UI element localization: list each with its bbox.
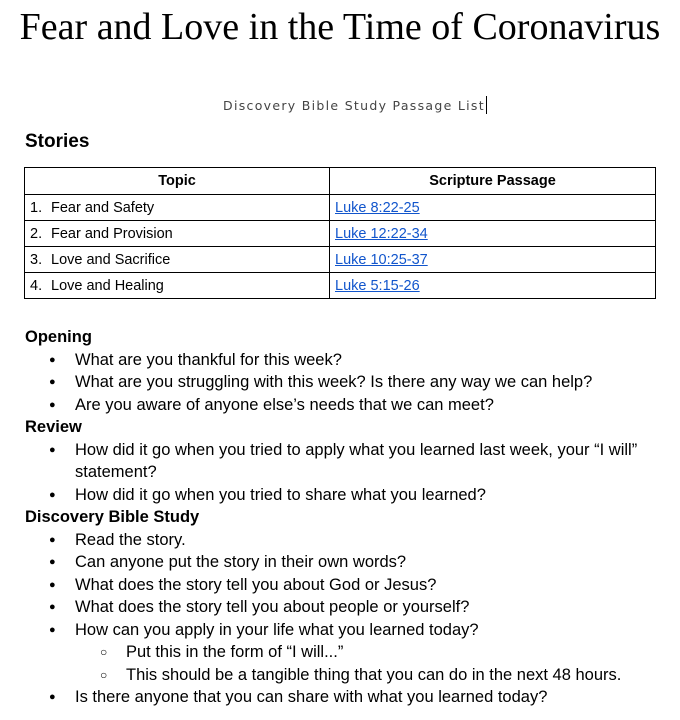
passage-table bbox=[24, 167, 656, 299]
opening-heading: Opening bbox=[25, 328, 92, 346]
subtitle-text: Discovery Bible Study Passage List bbox=[223, 98, 485, 113]
topic-text: Fear and Provision bbox=[51, 225, 173, 242]
passage-link[interactable]: Luke 12:22-34 bbox=[335, 225, 428, 242]
review-heading: Review bbox=[25, 418, 82, 436]
text-cursor bbox=[486, 96, 487, 114]
table-row bbox=[25, 273, 656, 299]
passage-cell bbox=[330, 195, 656, 221]
list-item: ● What does the story tell you about people or yourself? bbox=[25, 596, 660, 619]
list-item-text: How can you apply in your life what you learned today? bbox=[75, 620, 479, 639]
dbs-sub-list bbox=[75, 641, 660, 686]
topic-text: Fear and Safety bbox=[51, 199, 155, 216]
topic-number: 1. bbox=[30, 199, 43, 216]
table-row bbox=[25, 221, 656, 247]
topic-cell bbox=[25, 273, 330, 299]
passage-cell bbox=[330, 273, 656, 299]
column-header-passage: Scripture Passage bbox=[330, 168, 656, 195]
opening-list bbox=[25, 349, 665, 417]
topic-cell bbox=[25, 247, 330, 273]
list-item bbox=[25, 619, 660, 687]
sub-list-item: ○ Put this in the form of “I will...” bbox=[75, 641, 660, 664]
stories-heading: Stories bbox=[25, 131, 90, 152]
list-item: ● Read the story. bbox=[25, 529, 660, 552]
topic-number: 2. bbox=[30, 225, 43, 242]
passage-cell bbox=[330, 221, 656, 247]
topic-number: 3. bbox=[30, 251, 43, 268]
topic-text: Love and Sacrifice bbox=[51, 251, 171, 268]
column-header-topic: Topic bbox=[25, 168, 330, 195]
passage-link[interactable]: Luke 5:15-26 bbox=[335, 277, 420, 294]
list-item: ● What does the story tell you about God or Jesus? bbox=[25, 574, 660, 597]
dbs-heading: Discovery Bible Study bbox=[25, 508, 200, 526]
table-row bbox=[25, 195, 656, 221]
list-item: ● What are you struggling with this week? Is there any way we can help? bbox=[25, 371, 660, 394]
study-guide bbox=[25, 326, 665, 709]
table-header-row bbox=[25, 168, 656, 195]
list-item: ● Is there anyone that you can share with what you learned today? bbox=[25, 686, 660, 709]
dbs-list bbox=[25, 529, 665, 709]
list-item: ● How did it go when you tried to share what you learned? bbox=[25, 484, 660, 507]
topic-number: 4. bbox=[30, 277, 43, 294]
topic-cell bbox=[25, 195, 330, 221]
passage-link[interactable]: Luke 8:22-25 bbox=[335, 199, 420, 216]
topic-text: Love and Healing bbox=[51, 277, 164, 294]
list-item: ● Are you aware of anyone else’s needs that we can meet? bbox=[25, 394, 660, 417]
list-item: ● How did it go when you tried to apply what you learned last week, your “I will” statement? bbox=[25, 439, 660, 484]
sub-list-item: ○ This should be a tangible thing that you can do in the next 48 hours. bbox=[75, 664, 660, 687]
document-subtitle bbox=[0, 96, 680, 114]
document-title: Fear and Love in the Time of Coronavirus bbox=[19, 6, 661, 48]
passage-link[interactable]: Luke 10:25-37 bbox=[335, 251, 428, 268]
list-item: ● What are you thankful for this week? bbox=[25, 349, 660, 372]
review-list bbox=[25, 439, 665, 507]
topic-cell bbox=[25, 221, 330, 247]
list-item: ● Can anyone put the story in their own words? bbox=[25, 551, 660, 574]
passage-cell bbox=[330, 247, 656, 273]
table-row bbox=[25, 247, 656, 273]
